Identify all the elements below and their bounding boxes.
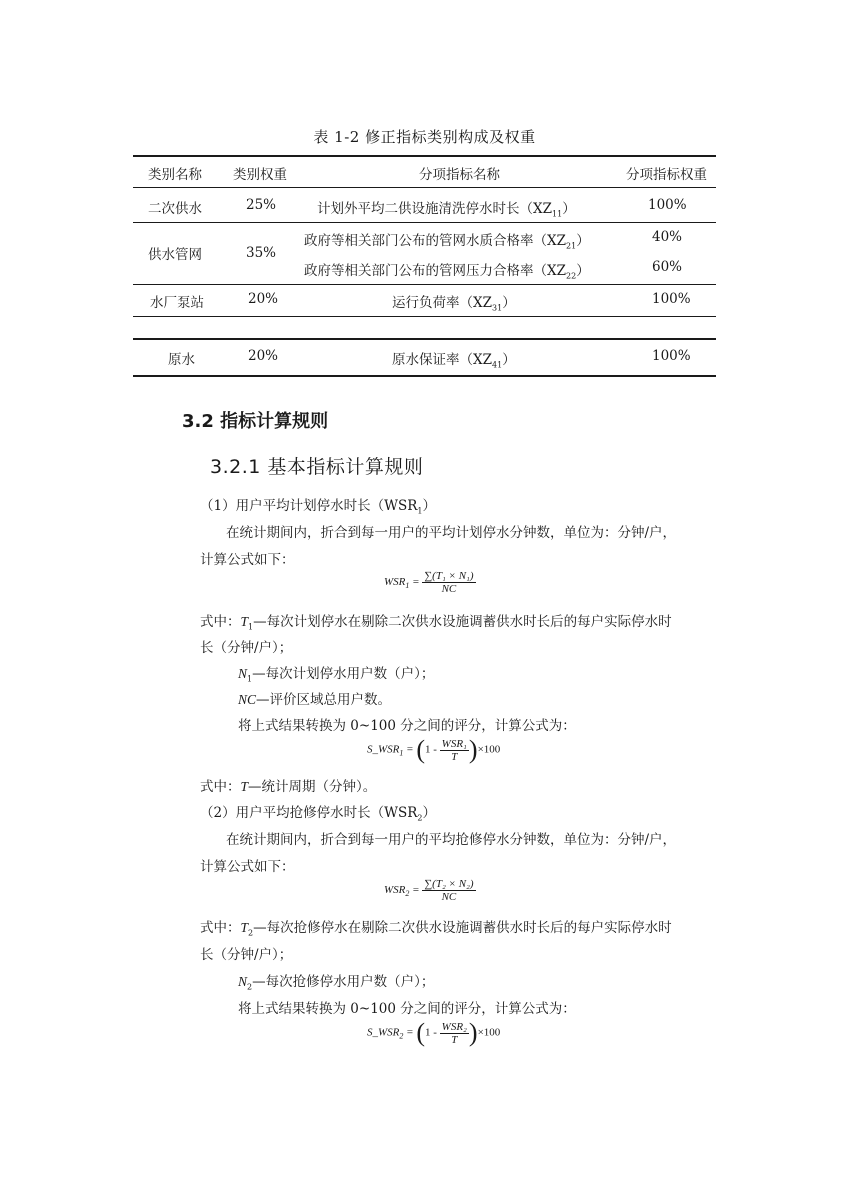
table-row-rule: [133, 284, 716, 285]
row-weight: 25%: [246, 197, 277, 213]
row-category: 二次供水: [148, 201, 202, 217]
header-category-weight: 类别权重: [233, 167, 287, 183]
row-category: 供水管网: [148, 247, 202, 263]
row-weight: 35%: [246, 245, 277, 261]
section-heading: 3.2 指标计算规则: [182, 411, 329, 432]
row-category: 水厂泵站: [150, 295, 204, 311]
item1-score-formula: $S\_WSR_1 = (1$ - $\frac{\text{WSR₁}}{T}$ )×100: [367, 735, 501, 764]
item2-formula: $WSR_2$ = $\frac{\text{∑(T₂ × N₂)}}{NC}$: [384, 878, 474, 903]
item1-formula: $WSR_1$ = $\frac{\text{∑(T₁ × N₁)}}{NC}$: [384, 570, 474, 595]
item2-title: （2）用户平均抢修停水时长$(WSR_2)$: [200, 805, 436, 823]
header-category: 类别名称: [148, 167, 202, 183]
row-item-name: 原水保证率$(XZ_{41})$: [392, 352, 516, 370]
row-category: 原水: [168, 352, 195, 368]
item2-para2: 计算公式如下：: [200, 859, 295, 875]
item1-where-n: $N_1—$每次计划停水用户数（户）；: [238, 666, 435, 684]
row-item-weight: 60%: [652, 259, 683, 275]
item1-where-t: 式中：$T_1—$每次计划停水在剔除二次供水设施调蓄供水时长后的每户实际停水时: [200, 614, 672, 632]
row-item-name: 政府等相关部门公布的管网压力合格率$(XZ_{22})$: [304, 263, 590, 281]
table-row-rule: [133, 338, 716, 340]
item2-convert: 将上式结果转换为 0~100 分之间的评分，计算公式为：: [238, 1001, 576, 1017]
row-item-weight: 100%: [652, 348, 691, 364]
row-item-name: 政府等相关部门公布的管网水质合格率$(XZ_{21})$: [304, 233, 590, 251]
row-item-weight: 100%: [648, 197, 687, 213]
item2-where-t2: 长（分钟/户）；: [200, 947, 293, 963]
item1-convert: 将上式结果转换为 0~100 分之间的评分，计算公式为：: [238, 718, 576, 734]
table-row-rule: [133, 316, 716, 317]
row-item-weight: 100%: [652, 291, 691, 307]
item2-where-n: $N_2—$每次抢修停水用户数（户）；: [238, 974, 435, 992]
item2-where-t: 式中：$T_2—$每次抢修停水在剔除二次供水设施调蓄供水时长后的每户实际停水时: [200, 920, 672, 938]
item1-para1: 在统计期间内，折合到每一用户的平均计划停水分钟数，单位为：分钟/户，: [226, 525, 677, 541]
item1-where-t2: 长（分钟/户）；: [200, 640, 293, 656]
table-caption: 表 1-2 修正指标类别构成及权重: [313, 128, 536, 146]
item1-para2: 计算公式如下：: [200, 552, 295, 568]
table-bottom-rule: [133, 375, 716, 377]
subsection-heading: 3.2.1 基本指标计算规则: [210, 456, 424, 478]
item1-where-period: 式中：T—统计周期（分钟）。: [200, 779, 377, 795]
item1-where-nc: NC—评价区域总用户数。: [238, 692, 392, 708]
table-top-rule: [133, 155, 716, 157]
row-item-name: 运行负荷率$(XZ_{31})$: [392, 295, 516, 313]
row-weight: 20%: [248, 291, 279, 307]
row-item-weight: 40%: [652, 229, 683, 245]
item2-para1: 在统计期间内，折合到每一用户的平均抢修停水分钟数，单位为：分钟/户，: [226, 832, 677, 848]
header-item-name: 分项指标名称: [419, 167, 500, 183]
header-item-weight: 分项指标权重: [626, 167, 707, 183]
table-header-rule: [133, 187, 716, 188]
row-weight: 20%: [248, 348, 279, 364]
row-item-name: 计划外平均二供设施清洗停水时长$(XZ_{11})$: [317, 201, 576, 219]
item2-score-formula: $S\_WSR_2 = (1$ - $\frac{\text{WSR₂}}{T}$ )×100: [367, 1018, 501, 1047]
item1-title: （1）用户平均计划停水时长$(WSR_1)$: [200, 498, 436, 516]
table-row-rule: [133, 222, 716, 223]
